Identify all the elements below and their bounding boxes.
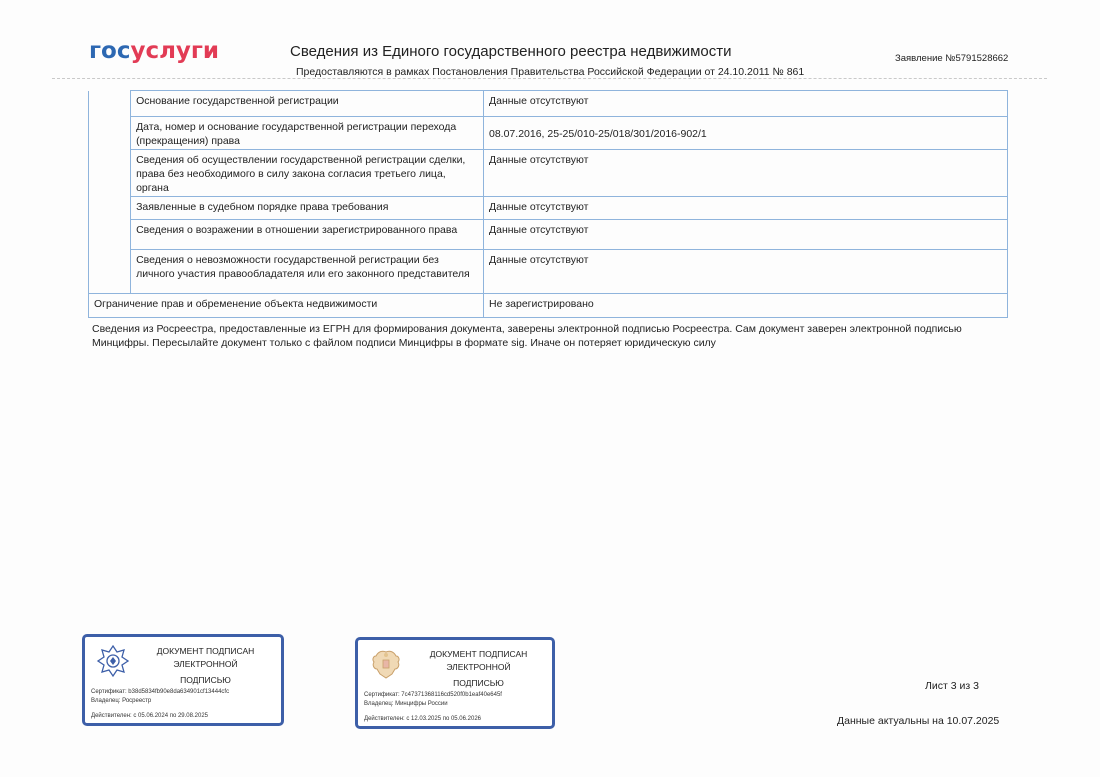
stamp-validity: Действителен: с 05.06.2024 по 29.08.2025 <box>91 713 208 719</box>
table-row <box>89 220 1008 250</box>
data-actual-date: Данные актуальны на 10.07.2025 <box>837 715 1000 727</box>
indent-cell <box>89 150 131 197</box>
row-value: Данные отсутствуют <box>484 197 1008 220</box>
stamp-owner: Владелец: Росреестр <box>91 698 152 704</box>
gosuslugi-logo: госуслуги <box>89 38 220 64</box>
application-number: Заявление №5791528662 <box>895 53 1009 64</box>
header-divider <box>52 78 1047 79</box>
stamp-owner: Владелец: Минцифры России <box>364 701 448 707</box>
row-label: Сведения о невозможности государственной регистрации без личного участия правообладателя или его законного представителя <box>131 250 484 294</box>
stamp-title: ДОКУМЕНТ ПОДПИСАН ЭЛЕКТРОННОЙ <box>156 646 255 669</box>
table-row <box>89 150 1008 197</box>
stamp-certificate: Сертификат: 7c47371368116cd520f0b1eaf40e645f <box>364 692 502 698</box>
row-value-text: 08.07.2016, 25-25/010-25/018/301/2016-902/1 <box>489 128 707 140</box>
registry-table <box>88 90 1008 318</box>
table-row <box>89 91 1008 117</box>
indent-cell <box>89 197 131 220</box>
document-title: Сведения из Единого государственного реестра недвижимости <box>290 43 732 60</box>
table-row-restriction <box>89 294 1008 318</box>
row-label: Сведения о возражении в отношении зарегистрированного права <box>131 220 484 250</box>
row-label: Заявленные в судебном порядке права требования <box>131 197 484 220</box>
row-value: Данные отсутствуют <box>484 250 1008 294</box>
row-value: Данные отсутствуют <box>484 150 1008 197</box>
stamp-validity: Действителен: с 12.03.2025 по 05.06.2026 <box>364 716 481 722</box>
document-subtitle: Предоставляются в рамках Постановления Правительства Российской Федерации от 24.10.2011 № 861 <box>296 66 805 78</box>
indent-cell <box>89 117 131 150</box>
rosreestr-emblem-icon <box>95 643 131 679</box>
row-label: Ограничение прав и обременение объекта недвижимости <box>89 294 484 318</box>
coat-of-arms-emblem-icon <box>368 646 404 682</box>
signature-stamp-mincifry <box>355 637 555 729</box>
table-row <box>89 197 1008 220</box>
row-value: Данные отсутствуют <box>484 91 1008 117</box>
row-label: Сведения об осуществлении государственной регистрации сделки, права без необходимого в силу закона согласия третьего лица, органа <box>131 150 484 197</box>
row-value: Данные отсутствуют <box>484 220 1008 250</box>
indent-cell <box>89 250 131 294</box>
table-row <box>89 117 1008 150</box>
signature-stamp-rosreestr <box>82 634 284 726</box>
stamp-title-2: ПОДПИСЬЮ <box>180 675 231 685</box>
signature-note: Сведения из Росреестра, предоставленные из ЕГРН для формирования документа, заверены электронной подписью Росреестра. Сам документ заверен электронной подписью Минцифры. Пересылайте документ только с файлом подписи Минцифры в формате sig. Иначе он потеряет юридическую силу <box>92 323 962 349</box>
table-row <box>89 250 1008 294</box>
indent-cell <box>89 91 131 117</box>
row-value <box>484 117 1008 150</box>
stamp-title-2: ПОДПИСЬЮ <box>453 678 504 688</box>
sheet-number: Лист 3 из 3 <box>925 680 979 692</box>
stamp-certificate: Сертификат: b38d5834fb90e8da634901cf13444cfc <box>91 689 230 695</box>
row-value: Не зарегистрировано <box>484 294 1008 318</box>
row-label: Дата, номер и основание государственной регистрации перехода (прекращения) права <box>131 117 484 150</box>
row-label: Основание государственной регистрации <box>131 91 484 117</box>
stamp-title: ДОКУМЕНТ ПОДПИСАН ЭЛЕКТРОННОЙ <box>429 649 528 672</box>
indent-cell <box>89 220 131 250</box>
